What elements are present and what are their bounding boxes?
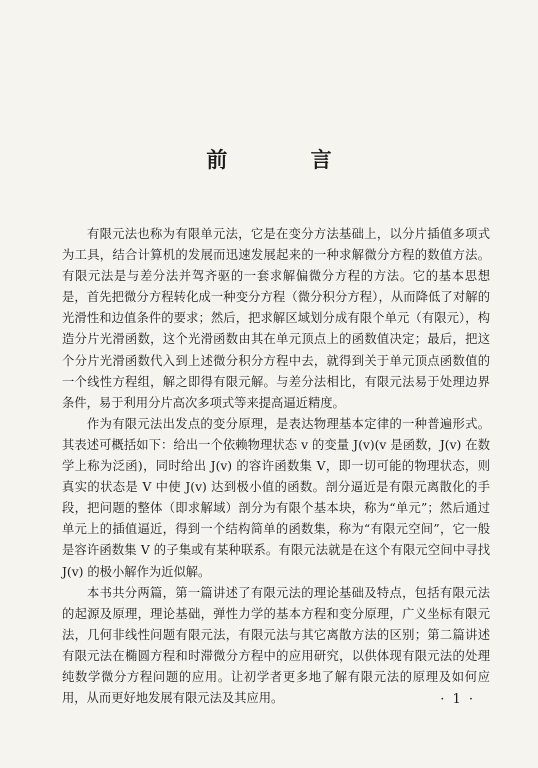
preface-body bbox=[62, 224, 490, 709]
page-title: 前 言 bbox=[206, 147, 370, 172]
paragraph-3: 本书共分两篇，第一篇讲述了有限元法的理论基础及特点，包括有限元法的起源及原理，理论基础，弹性力学的基本方程和变分原理，广义坐标有限元法，几何非线性问题有限元法，有限元法与其它离散方法的区别；第二篇讲述有限元法在椭圆方程和时滞微分方程中的应用研究，以供体现有限元法的处理纯数学微分方程问题的应用。让初学者更多地了解有限元法的原理及如何应用，从而更好地发展有限元法及其应用。 bbox=[62, 585, 490, 706]
page-number: · 1 · bbox=[440, 692, 475, 707]
paragraph-1: 有限元法也称为有限单元法，它是在变分方法基础上，以分片插值多项式为工具，结合计算机的发展而迅速发展起来的一种求解微分方程的数值方法。有限元法是与差分法并驾齐驱的一套求解偏微分方程的方法。它的基本思想是，首先把微分方程转化成一种变分方程（微分积分方程），从而降低了对解的光滑性和边值条件的要求；然后，把求解区域划分成有限个单元（有限元），构造分片光滑函数，这个光滑函数由其在单元顶点上的函数值决定；最后，把这个分片光滑函数代入到上述微分积分方程中去，就得到关于单元顶点函数值的一个线性方程组，解之即得有限元解。与差分法相比，有限元法易于处理边界条件，易于利用分片高次多项式等来提高逼近精度。 bbox=[62, 227, 490, 410]
paragraph-2: 作为有限元法出发点的变分原理，是表达物理基本定律的一种普遍形式。其表述可概括如下：给出一个依赖物理状态 v 的变量 J(v)(v 是函数，J(v) 在数学上称为泛函)，同时给出 J(v) 的容许函数集 V，即一切可能的物理状态，则真实的状态是 V 中使 J(v) 达到极小值的函数。剖分逼近是有限元离散化的手段，把问题的整体（即求解域）剖分为有限个基本块，称为“单元”；然后通过单元上的插值逼近，得到一个结构简单的函数集，称为“有限元空间”，它一般是容许函数集 V 的子集或有某种联系。有限元法就是在这个有限元空间中寻找 J(v) 的极小解作为近似解。 bbox=[62, 416, 490, 579]
